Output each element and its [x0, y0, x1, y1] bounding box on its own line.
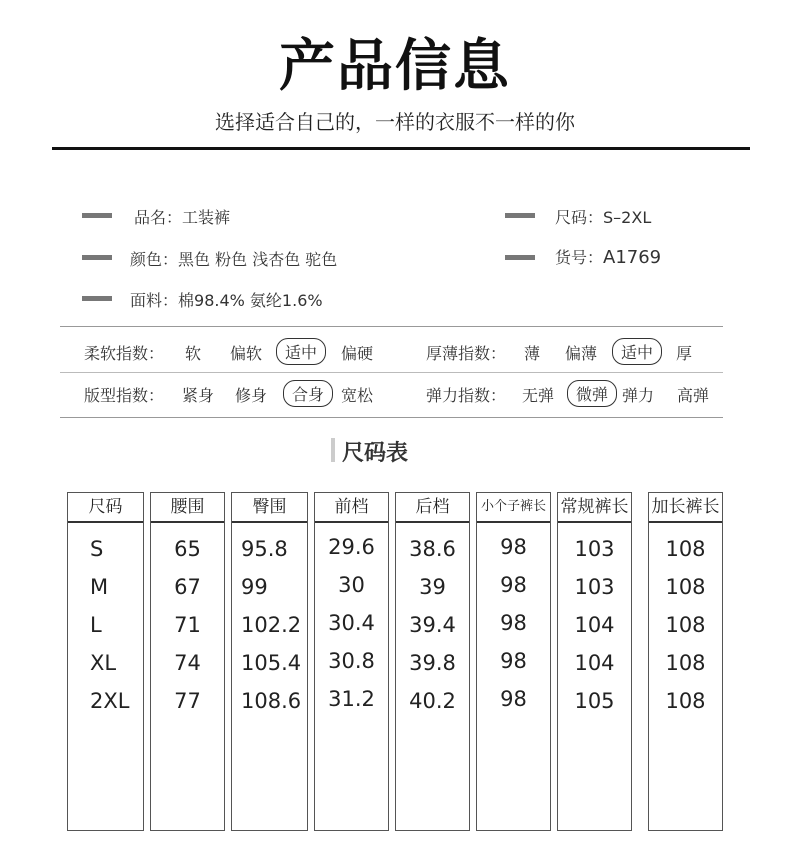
size-table-cell: 95.8	[241, 537, 288, 561]
product-fabric: 面料：棉98.4% 氨纶1.6%	[130, 291, 323, 310]
size-table-cell: 108	[665, 651, 706, 675]
size-table-cell: L	[90, 613, 102, 637]
stretch-option: 弹力	[622, 386, 655, 405]
product-colors: 颜色：黑色 粉色 浅杏色 驼色	[130, 250, 338, 269]
size-table-cell: 108	[665, 537, 706, 561]
size-table-cell: S	[90, 537, 104, 561]
thickness-option: 薄	[524, 344, 541, 363]
divider	[60, 417, 723, 418]
bullet-dash-icon	[82, 213, 112, 218]
section-marker	[331, 438, 335, 462]
size-table-cell: 103	[574, 537, 615, 561]
divider	[60, 372, 723, 373]
fit-option-selected: 合身	[283, 380, 333, 407]
size-table-cell: 29.6	[328, 535, 375, 559]
stretch-option-selected: 微弹	[567, 380, 617, 407]
size-table-cell: 98	[500, 687, 527, 711]
size-table-cell: 65	[174, 537, 201, 561]
size-table-cell: 102.2	[241, 613, 302, 637]
softness-option-selected: 适中	[276, 338, 326, 365]
size-table-column	[67, 492, 144, 831]
fit-index-label: 版型指数：	[84, 386, 165, 405]
size-table-cell: 30.4	[328, 611, 375, 635]
size-table-title: 尺码表	[342, 441, 409, 466]
size-table-cell: 98	[500, 649, 527, 673]
size-table-cell: 30	[338, 573, 365, 597]
size-table-header: 尺码	[68, 493, 143, 523]
fit-option: 修身	[235, 386, 268, 405]
fit-option: 紧身	[182, 386, 215, 405]
size-table-cell: 38.6	[409, 537, 456, 561]
stretch-option: 高弹	[677, 386, 710, 405]
size-table-header: 前档	[315, 493, 388, 523]
size-table-cell: 105.4	[241, 651, 302, 675]
thickness-index-label: 厚薄指数：	[426, 344, 507, 363]
size-table-header: 常规裤长	[558, 493, 631, 523]
size-table-cell: 104	[574, 651, 615, 675]
size-table-cell: 108	[665, 689, 706, 713]
softness-option: 偏软	[230, 344, 263, 363]
size-table-column	[557, 492, 632, 831]
size-table-header: 腰围	[151, 493, 224, 523]
size-table-cell: 105	[574, 689, 615, 713]
size-table-cell: 2XL	[90, 689, 130, 713]
size-table-cell: 108	[665, 613, 706, 637]
page-title: 产品信息	[279, 34, 511, 99]
softness-option: 偏硬	[341, 344, 374, 363]
bullet-dash-icon	[82, 255, 112, 260]
size-table-cell: 98	[500, 573, 527, 597]
stretch-index-label: 弹力指数：	[426, 386, 507, 405]
softness-index-label: 柔软指数：	[84, 344, 165, 363]
softness-option: 软	[185, 344, 202, 363]
thickness-option-selected: 适中	[612, 338, 662, 365]
size-table-cell: 71	[174, 613, 201, 637]
size-table-cell: 39	[419, 575, 446, 599]
size-table-cell: 39.8	[409, 651, 456, 675]
size-table-cell: 67	[174, 575, 201, 599]
bullet-dash-icon	[505, 255, 535, 260]
size-table-column	[314, 492, 389, 831]
divider	[60, 326, 723, 327]
size-table-cell: 103	[574, 575, 615, 599]
size-table-column	[150, 492, 225, 831]
size-table-cell: 39.4	[409, 613, 456, 637]
fit-option: 宽松	[341, 386, 374, 405]
product-name: 品名：工装裤	[134, 208, 231, 227]
size-table-cell: 99	[241, 575, 268, 599]
thickness-option: 偏薄	[565, 344, 598, 363]
size-table-column	[648, 492, 723, 831]
stretch-option: 无弹	[522, 386, 555, 405]
size-table-cell: 77	[174, 689, 201, 713]
product-sku: 货号：A1769	[555, 247, 662, 268]
bullet-dash-icon	[505, 213, 535, 218]
size-table-cell: 108	[665, 575, 706, 599]
size-table-cell: 40.2	[409, 689, 456, 713]
bullet-dash-icon	[82, 296, 112, 301]
size-table-header: 小个子裤长	[477, 493, 550, 523]
size-table-cell: XL	[90, 651, 117, 675]
size-table-header: 加长裤长	[649, 493, 722, 523]
size-table-cell: 30.8	[328, 649, 375, 673]
size-table-column	[231, 492, 308, 831]
size-table-cell: 31.2	[328, 687, 375, 711]
size-table-column	[476, 492, 551, 831]
header-divider	[52, 147, 750, 150]
size-table-cell: 104	[574, 613, 615, 637]
size-table-cell: 98	[500, 535, 527, 559]
product-size-range: 尺码：S–2XL	[555, 208, 652, 227]
size-table-header: 后档	[396, 493, 469, 523]
size-table-cell: M	[90, 575, 109, 599]
size-table-column	[395, 492, 470, 831]
page-subtitle: 选择适合自己的，一样的衣服不一样的你	[215, 110, 575, 134]
size-table-cell: 98	[500, 611, 527, 635]
size-table-cell: 74	[174, 651, 201, 675]
size-table-header: 臀围	[232, 493, 307, 523]
thickness-option: 厚	[676, 344, 693, 363]
size-table-cell: 108.6	[241, 689, 302, 713]
